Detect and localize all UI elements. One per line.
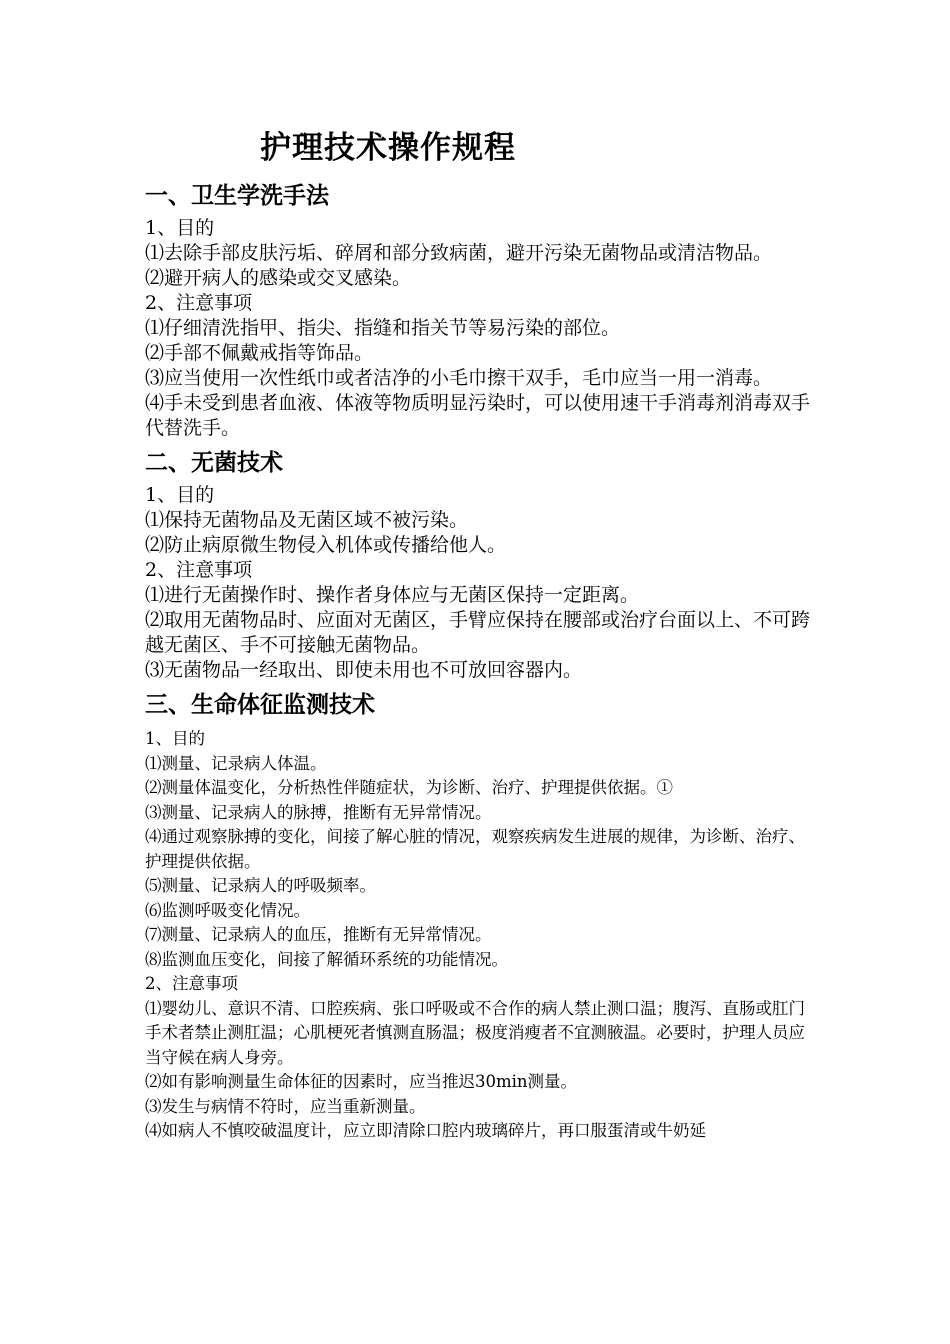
paragraph: ⑴婴幼儿、意识不清、口腔疾病、张口呼吸或不合作的病人禁止测口温；腹泻、直肠或肛门手术者禁止测肛温；心肌梗死者慎测直肠温；极度消瘦者不宜测腋温。必要时，护理人员应当守候在病人身旁。 — [145, 998, 805, 1067]
paragraph: ⑴测量、记录病人体温。 — [145, 753, 327, 773]
paragraph: ⑵取用无菌物品时、应面对无菌区，手臂应保持在腰部或治疗台面以上、不可跨越无菌区、手不可接触无菌物品。 — [145, 609, 811, 656]
document-page — [145, 118, 815, 1144]
document-title: 护理技术操作规程 — [260, 130, 516, 166]
section-vital-signs — [145, 689, 815, 1144]
paragraph: 2、注意事项 — [145, 292, 253, 314]
paragraph: ⑹监测呼吸变化情况。 — [145, 900, 310, 920]
paragraph: 2、注意事项 — [145, 974, 238, 993]
paragraph: ⑸测量、记录病人的呼吸频率。 — [145, 876, 376, 895]
paragraph: 1、目的 — [145, 729, 205, 748]
paragraph: ⑶无菌物品一经取出、即使未用也不可放回容器内。 — [145, 659, 583, 681]
paragraph: 1、目的 — [145, 484, 215, 506]
paragraph: ⑴进行无菌操作时、操作者身体应与无菌区保持一定距离。 — [145, 584, 640, 606]
section-hand-washing — [145, 180, 815, 441]
paragraph: ⑴去除手部皮肤污垢、碎屑和部分致病菌，避开污染无菌物品或清洁物品。 — [145, 242, 773, 264]
paragraph: ⑴保持无菌物品及无菌区域不被污染。 — [145, 509, 469, 531]
paragraph: ⑺测量、记录病人的血压，推断有无异常情况。 — [145, 925, 492, 944]
section-heading: 一、卫生学洗手法 — [145, 183, 329, 209]
paragraph: ⑵防止病原微生物侵入机体或传播给他人。 — [145, 534, 507, 556]
paragraph: ⑵手部不佩戴戒指等饰品。 — [145, 342, 374, 364]
paragraph: ⑷如病人不慎咬破温度计，应立即清除口腔内玻璃碎片，再口服蛋清或牛奶延 — [145, 1121, 706, 1140]
paragraph: ⑷手未受到患者血液、体液等物质明显污染时，可以使用速干手消毒剂消毒双手代替洗手。 — [145, 392, 811, 439]
paragraph: ⑵如有影响测量生命体征的因素时，应当推迟30min测量。 — [145, 1072, 578, 1091]
paragraph: ⑴仔细清洗指甲、指尖、指缝和指关节等易污染的部位。 — [145, 317, 621, 339]
paragraph: ⑻监测血压变化，间接了解循环系统的功能情况。 — [145, 949, 508, 969]
paragraph: 2、注意事项 — [145, 559, 253, 581]
paragraph: ⑵测量体温变化，分析热性伴随症状，为诊断、治疗、护理提供依据。① — [145, 778, 673, 797]
paragraph: ⑶发生与病情不符时，应当重新测量。 — [145, 1096, 426, 1116]
paragraph: 1、目的 — [145, 217, 215, 239]
paragraph: ⑷通过观察脉搏的变化，间接了解心脏的情况，观察疾病发生进展的规律，为诊断、治疗、护理提供依据。 — [145, 827, 805, 871]
paragraph: ⑶应当使用一次性纸巾或者洁净的小毛巾擦干双手，毛巾应当一用一消毒。 — [145, 367, 773, 389]
section-heading: 三、生命体征监测技术 — [145, 692, 375, 718]
paragraph: ⑵避开病人的感染或交叉感染。 — [145, 267, 412, 289]
section-aseptic-technique — [145, 447, 815, 683]
paragraph: ⑶测量、记录病人的脉搏，推断有无异常情况。 — [145, 802, 492, 822]
section-heading: 二、无菌技术 — [145, 450, 283, 476]
